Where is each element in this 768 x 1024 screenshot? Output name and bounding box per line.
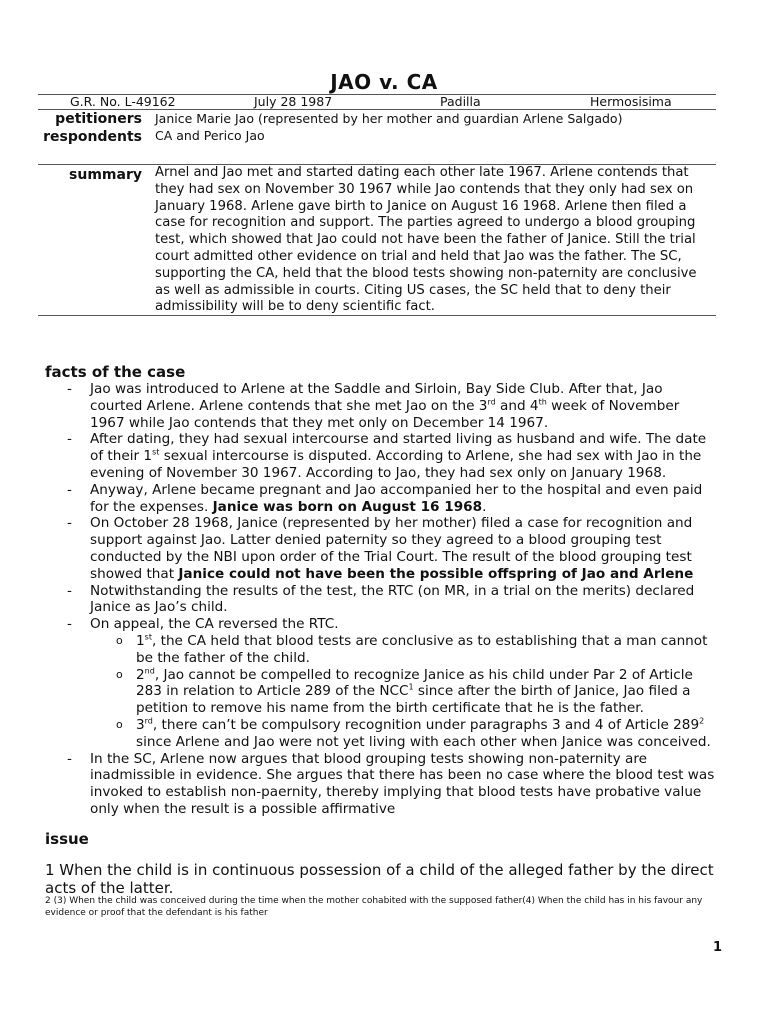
summary-label: summary [69, 167, 142, 183]
digest-author: Hermosisima [590, 94, 672, 109]
ca-holdings-list [90, 633, 715, 751]
fact-item: - On October 28 1968, Janice (represented by her mother) filed a case for recognition and support against Jao. Latter denied paternity so they agreed to a blood grouping test conducted by the NBI upon order of the Trial Court. The result of the blood grouping test showed that Janice could not have been the possible offspring of Jao and Arlene [45, 515, 715, 582]
fact-item: - On appeal, the CA reversed the RTC. o 1st, the CA held that blood tests are conclusive as to establishing that a man cannot be the father of the child. o 2nd, Jao cannot be compelled to recognize Janice as his child under Par 2 of Article 283 in relation to Article 289 of the NCC$^1$ since after the birth of Janice, Jao filed a petition to remove his name from the birth certificate that he is the father. o 3rd, there can’t be compulsory recognition under paragraphs 3 and 4 of Article $289^2$ since Arlene and Jao were not yet living with each other when Janice was conceived. [45, 616, 715, 750]
footnote-ref: 2 [699, 716, 705, 726]
ponente: Padilla [440, 94, 481, 109]
petitioners-label: petitioners [55, 111, 142, 127]
sub-item: o 2nd, Jao cannot be compelled to recognize Janice as his child under Par 2 of Article 283 in relation to Article 289 of the NCC$^1$ since after the birth of Janice, Jao filed a petition to remove his name from the birth certificate that he is the father. [90, 667, 715, 717]
fact-item: - After dating, they had sexual intercourse and started living as husband and wife. The date of their 1st sexual intercourse is disputed. According to Arlene, she had sex with Jao in the evening of November 30 1967. According to Jao, they had sex only on January 1968. [45, 431, 715, 481]
footnote-2-text: 2 (3) When the child was conceived during the time when the mother cohabited with the supposed father(4) When the child has in his favour any evidence or proof that the defendant is his father [45, 896, 703, 918]
summary-text: Arnel and Jao met and started dating each other late 1967. Arlene contends that they had sex on November 30 1967 while Jao contends that they only had sex on January 1968. Arlene gave birth to Janice on August 16 1968. Arlene then filed a case for recognition and support. The parties agreed to undergo a blood grouping test, which showed that Jao could not have been the father of Janice. Still the trial court admitted other evidence on trial and held that Jao was the father. The SC, supporting the CA, held that the blood tests showing non-paternity are conclusive as well as admissible in courts. Citing US cases, the SC held that to deny their admissibility will be to deny scientific fact. [155, 165, 697, 315]
fact-item: - Anyway, Arlene became pregnant and Jao accompanied her to the hospital and even paid for the expenses. Janice was born on August 16 1968. [45, 482, 715, 516]
gr-number: G.R. No. L-49162 [70, 94, 176, 109]
header-rule-bottom [38, 315, 716, 316]
footnote-ref: 1 [408, 682, 414, 692]
fact-item: - Jao was introduced to Arlene at the Saddle and Sirloin, Bay Side Club. After that, Jao courted Arlene. Arlene contends that she met Jao on the 3rd and 4th week of November 1967 while Jao contends that they met only on December 14 1967. [45, 381, 715, 431]
fact-item: - In the SC, Arlene now argues that blood grouping tests showing non-paternity are inadmissible in evidence. She argues that there has been no case where the blood test was invoked to establish non-paernity, thereby implying that blood tests have probative value only when the result is a possible affirmative [45, 751, 715, 818]
facts-heading: facts of the case [45, 363, 186, 381]
page-number: 1 [712, 940, 722, 955]
sub-item: o 3rd, there can’t be compulsory recognition under paragraphs 3 and 4 of Article $289^2$ since Arlene and Jao were not yet living with each other when Janice was conceived. [90, 717, 715, 751]
petitioners-value: Janice Marie Jao (represented by her mother and guardian Arlene Salgado) [155, 111, 623, 126]
footnote-1-text: 1 When the child is in continuous possession of a child of the alleged father by the direct acts of the latter. [45, 861, 714, 897]
facts-list [45, 381, 715, 818]
fact-item: - Notwithstanding the results of the test, the RTC (on MR, in a trial on the merits) declared Janice as Jao’s child. [45, 583, 715, 617]
case-title: JAO v. CA [330, 70, 438, 94]
respondents-label: respondents [43, 129, 142, 145]
respondents-value: CA and Perico Jao [155, 128, 265, 143]
issue-heading: issue [45, 830, 89, 848]
decision-date: July 28 1987 [254, 94, 333, 109]
sub-item: o 1st, the CA held that blood tests are conclusive as to establishing that a man cannot be the father of the child. [90, 633, 715, 667]
